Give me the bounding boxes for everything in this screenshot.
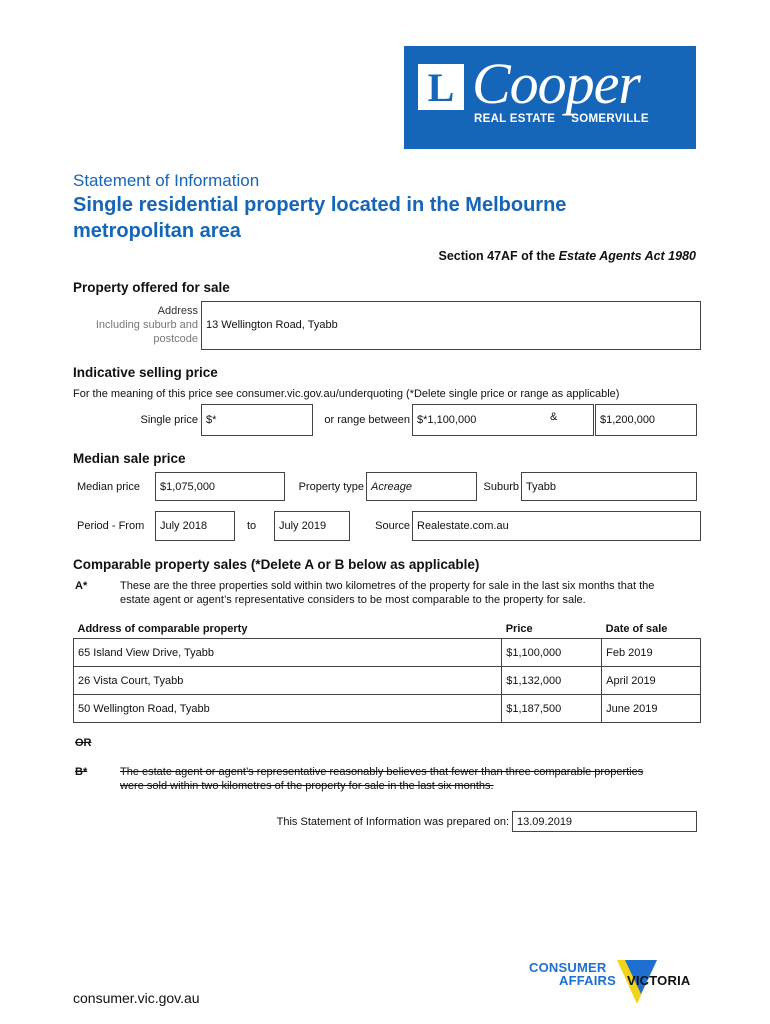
comparable-price[interactable]: $1,132,000 <box>502 667 602 695</box>
suburb-label: Suburb <box>483 481 519 493</box>
option-b-text-1: The estate agent or agent’s representative reasonably believes that fewer than three comparable properties <box>120 766 644 778</box>
median-price-field[interactable]: $1,075,000 <box>155 472 285 501</box>
act-name: Estate Agents Act 1980 <box>558 249 696 263</box>
comparable-address[interactable]: 50 Wellington Road, Tyabb <box>74 695 502 723</box>
consumer-affairs-logo <box>529 958 701 1006</box>
option-b-text-2: were sold within two kilometres of the property for sale in the last six months. <box>120 780 494 792</box>
section-prefix: Section 47AF of the <box>438 249 556 263</box>
indicative-heading: Indicative selling price <box>73 365 218 380</box>
address-label-3: postcode <box>153 333 198 345</box>
source-label: Source <box>375 520 410 532</box>
range-low-field[interactable]: $*1,100,000 <box>412 404 594 436</box>
comparable-date[interactable]: June 2019 <box>602 695 701 723</box>
single-price-label: Single price <box>140 414 198 426</box>
col-price-header: Price <box>505 623 533 635</box>
col-address-header: Address of comparable property <box>77 623 248 635</box>
prepared-label: This Statement of Information was prepared on: <box>276 816 509 828</box>
prepared-date-field[interactable]: 13.09.2019 <box>512 811 697 832</box>
logo-left-text: REAL ESTATE <box>474 113 556 125</box>
table-row <box>74 695 701 723</box>
comparable-address[interactable]: 65 Island View Drive, Tyabb <box>74 639 502 667</box>
address-field[interactable]: 13 Wellington Road, Tyabb <box>201 301 701 350</box>
indicative-note: For the meaning of this price see consumer.vic.gov.au/underquoting (*Delete single price or range as applicable) <box>73 388 620 400</box>
option-b-marker: B* <box>75 766 88 778</box>
comparable-date[interactable]: Feb 2019 <box>602 639 701 667</box>
property-type-label: Property type <box>298 481 364 493</box>
median-heading: Median sale price <box>73 451 186 466</box>
range-label: or range between <box>324 414 410 426</box>
logo-letter: L <box>418 64 464 110</box>
section-reference <box>439 249 697 263</box>
comparable-price[interactable]: $1,187,500 <box>502 695 602 723</box>
comparable-date[interactable]: April 2019 <box>602 667 701 695</box>
document-title: Single residential property located in the Melbourne metropolitan area <box>73 194 567 242</box>
period-to-field[interactable]: July 2019 <box>274 511 350 541</box>
logo-name: Cooper <box>472 51 640 116</box>
property-heading: Property offered for sale <box>73 280 230 295</box>
agency-logo <box>404 46 696 149</box>
logo-subtitle <box>474 113 649 125</box>
footer-url[interactable]: consumer.vic.gov.au <box>73 990 200 1006</box>
col-date-header: Date of sale <box>605 623 668 635</box>
suburb-field[interactable]: Tyabb <box>521 472 697 501</box>
address-label-1: Address <box>157 305 198 317</box>
or-separator: OR <box>75 737 92 749</box>
single-price-field[interactable]: $* <box>201 404 313 436</box>
logo-right-text: SOMERVILLE <box>571 113 649 125</box>
table-row <box>74 667 701 695</box>
cav-line3: VICTORIA <box>627 973 691 988</box>
cav-line1: CONSUMER <box>529 960 607 975</box>
range-ampersand: & <box>550 411 558 423</box>
cav-line2: AFFAIRS <box>559 973 617 988</box>
median-price-label: Median price <box>77 481 140 493</box>
document-label: Statement of Information <box>73 171 260 190</box>
range-high-field[interactable]: $1,200,000 <box>595 404 697 436</box>
option-a-text-2: estate agent or agent’s representative considers to be most comparable to the property for sale. <box>120 594 586 606</box>
period-from-label: Period - From <box>77 520 145 532</box>
period-from-field[interactable]: July 2018 <box>155 511 235 541</box>
comparable-price[interactable]: $1,100,000 <box>502 639 602 667</box>
property-type-field[interactable]: Acreage <box>366 472 477 501</box>
comparable-address[interactable]: 26 Vista Court, Tyabb <box>74 667 502 695</box>
table-row <box>74 639 701 667</box>
source-field[interactable]: Realestate.com.au <box>412 511 701 541</box>
address-label-2: Including suburb and <box>95 319 198 331</box>
comparable-table <box>73 620 701 723</box>
option-a-text-1: These are the three properties sold within two kilometres of the property for sale in the last six months that the <box>120 580 655 592</box>
period-to-label: to <box>247 520 257 532</box>
table-header-row <box>74 620 701 639</box>
comparable-heading: Comparable property sales (*Delete A or B below as applicable) <box>73 557 480 572</box>
option-a-marker: A* <box>75 580 88 592</box>
